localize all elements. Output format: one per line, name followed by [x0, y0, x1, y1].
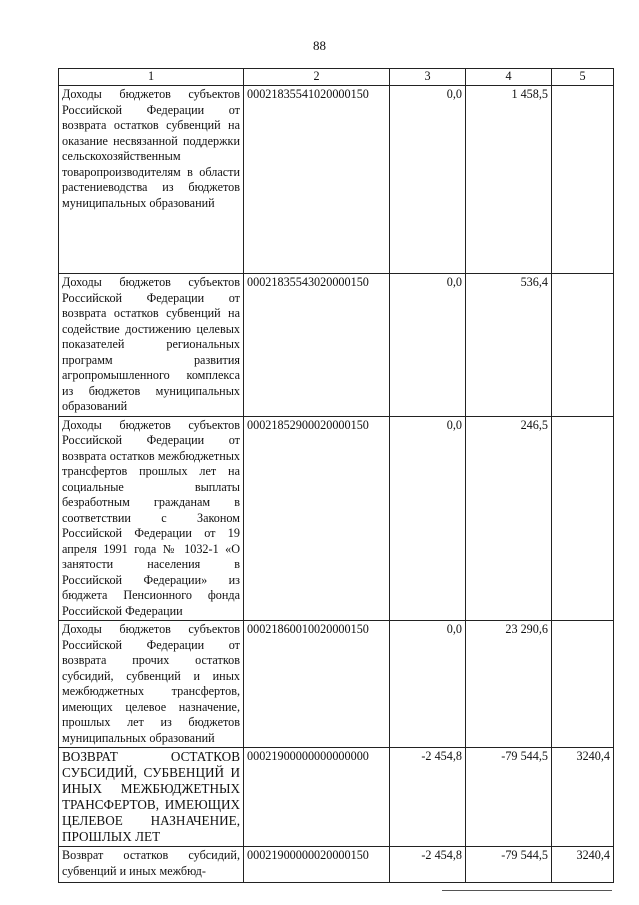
row-col4-value: 536,4	[466, 274, 552, 417]
row-col5-value	[552, 86, 614, 274]
row-code: 00021852900020000150	[244, 416, 390, 621]
table-row	[59, 847, 614, 883]
budget-table	[58, 68, 614, 883]
row-col5-value: 3240,4	[552, 847, 614, 883]
row-description: Доходы бюджетов субъектов Российской Федерации от возврата прочих остатков субсидий, субвенций и иных межбюджетных трансфертов, имеющих целевое назначение, прошлых лет из бюджетов муниципальных образований	[59, 621, 244, 748]
row-col5-value	[552, 274, 614, 417]
row-description: Доходы бюджетов субъектов Российской Федерации от возврата остатков межбюджетных трансфертов прошлых лет на социальные выплаты безработным гражданам в соответствии с Законом Российской Федерации от 19 апреля 1991 года № 1032-1 «О занятости населения в Российской Федерации» из бюджета Пенсионного фонда Российской Федерации	[59, 416, 244, 621]
row-col3-value: -2 454,8	[390, 748, 466, 847]
row-col3-value: 0,0	[390, 416, 466, 621]
row-description: Возврат остатков субсидий, субвенций и иных межбюд-	[59, 847, 244, 883]
row-description: Доходы бюджетов субъектов Российской Федерации от возврата остатков субвенций на содействие достижению целевых показателей региональных программ развития агропромышленного комплекса из бюджетов муниципальных образований	[59, 274, 244, 417]
footer-divider	[442, 890, 612, 891]
page-number: 88	[313, 38, 326, 53]
table-header-row	[59, 69, 614, 86]
row-col3-value: 0,0	[390, 621, 466, 748]
row-col5-value: 3240,4	[552, 748, 614, 847]
row-description: ВОЗВРАТ ОСТАТКОВ СУБСИДИЙ, СУБВЕНЦИЙ И ИНЫХ МЕЖБЮДЖЕТНЫХ ТРАНСФЕРТОВ, ИМЕЮЩИХ ЦЕЛЕВОЕ НАЗНАЧЕНИЕ, ПРОШЛЫХ ЛЕТ	[59, 748, 244, 847]
row-code: 00021835543020000150	[244, 274, 390, 417]
row-code: 00021900000000000000	[244, 748, 390, 847]
row-description: Доходы бюджетов субъектов Российской Федерации от возврата остатков субвенций на оказание несвязанной поддержки сельскохозяйственным товаропроизводителям в области растениеводства из бюджетов муниципальных образований	[59, 86, 244, 274]
table-row	[59, 621, 614, 748]
row-code: 00021835541020000150	[244, 86, 390, 274]
row-col3-value: 0,0	[390, 86, 466, 274]
row-col4-value: 23 290,6	[466, 621, 552, 748]
row-code: 00021860010020000150	[244, 621, 390, 748]
row-col4-value: -79 544,5	[466, 847, 552, 883]
row-code: 00021900000020000150	[244, 847, 390, 883]
table-row	[59, 748, 614, 847]
row-col5-value	[552, 416, 614, 621]
column-header: 4	[466, 69, 552, 86]
table-row	[59, 86, 614, 274]
column-header: 1	[59, 69, 244, 86]
column-header: 2	[244, 69, 390, 86]
column-header: 5	[552, 69, 614, 86]
row-col5-value	[552, 621, 614, 748]
table-row	[59, 274, 614, 417]
row-col3-value: 0,0	[390, 274, 466, 417]
column-header: 3	[390, 69, 466, 86]
row-col4-value: -79 544,5	[466, 748, 552, 847]
row-col3-value: -2 454,8	[390, 847, 466, 883]
table-row	[59, 416, 614, 621]
row-col4-value: 246,5	[466, 416, 552, 621]
row-col4-value: 1 458,5	[466, 86, 552, 274]
